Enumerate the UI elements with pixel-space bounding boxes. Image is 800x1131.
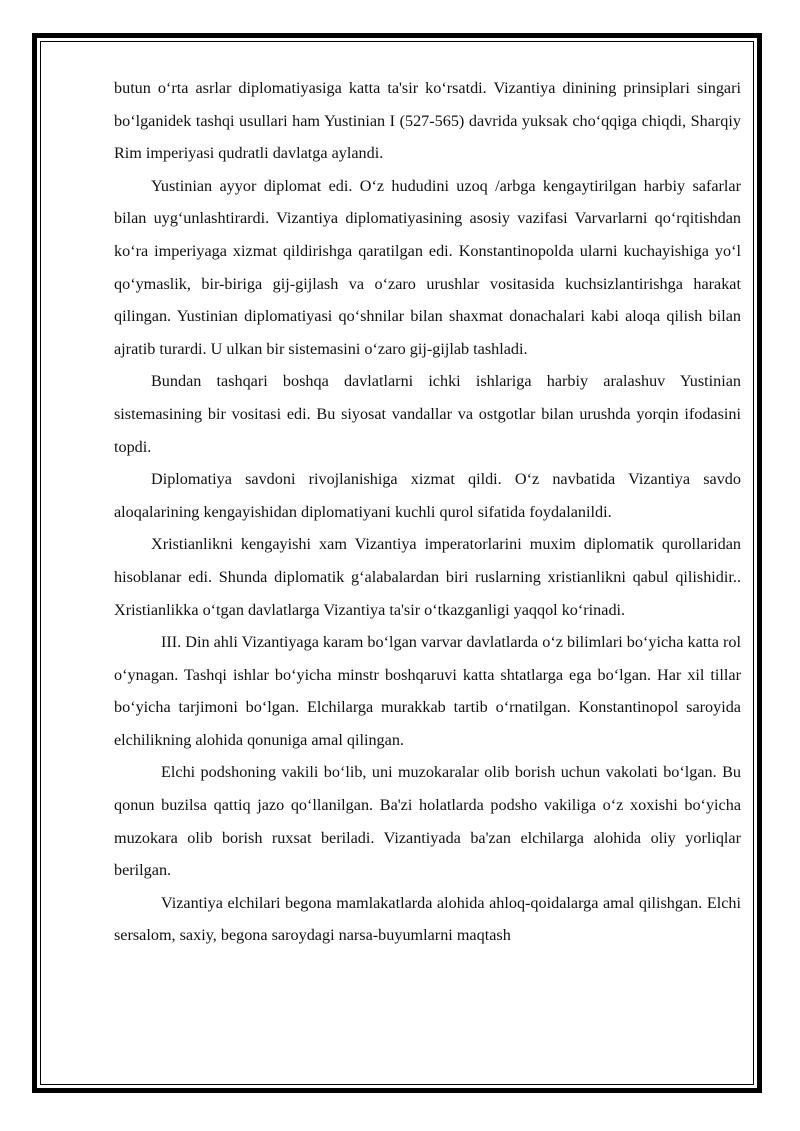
document-body	[114, 72, 741, 952]
paragraph: butun o‘rta asrlar diplomatiyasiga katta ta'sir ko‘rsatdi. Vizantiya dinining prinsiplari singari bo‘lganidek tashqi usullari ham Yustinian I (527-565) davrida yuksak cho‘qqiga chiqdi, Sharqiy Rim imperiyasi qudratli davlatga aylandi.	[114, 79, 741, 163]
paragraph: Elchi podshoning vakili bo‘lib, uni muzokaralar olib borish uchun vakolati bo‘lgan. Bu qonun buzilsa qattiq jazo qo‘llanilgan. Ba'zi holatlarda podsho vakiliga o‘z xoxishi bo‘yicha muzokara olib borish ruxsat beriladi. Vizantiyada ba'zan elchilarga alohida oliy yorliqlar berilgan.	[114, 763, 741, 880]
paragraph: III. Din ahli Vizantiyaga karam bo‘lgan varvar davlatlarda o‘z bilimlari bo‘yicha katta rol o‘ynagan. Tashqi ishlar bo‘yicha minstr boshqaruvi katta shtatlarga ega bo‘lgan. Har xil tillar bo‘yicha tarjimoni bo‘lgan. Elchilarga murakkab tartib o‘rnatilgan. Konstantinopol saroyida elchilikning alohida qonuniga amal qilingan.	[114, 633, 741, 749]
paragraph: Xristianlikni kengayishi xam Vizantiya imperatorlarini muxim diplomatik qurollaridan hisoblanar edi. Shunda diplomatik g‘alabalardan biri ruslarning xristianlikni qabul qilishidir.. Xristianlikka o‘tgan davlatlarga Vizantiya ta'sir o‘tkazganligi yaqqol ko‘rinadi.	[114, 535, 741, 619]
paragraph: Vizantiya elchilari begona mamlakatlarda alohida ahloq-qoidalarga amal qilishgan. Elchi sersalom, saxiy, begona saroydagi narsa-buyumlarni maqtash	[114, 893, 741, 945]
paragraph: Yustinian ayyor diplomat edi. O‘z hududini uzoq /arbga kengaytirilgan harbiy safarlar bilan uyg‘unlashtirardi. Vizantiya diplomatiyasining asosiy vazifasi Varvarlarni qo‘rqitishdan ko‘ra imperiyaga xizmat qildirishga qaratilgan edi. Konstantinopolda ularni kuchayishiga yo‘l qo‘ymaslik, bir-biriga gij-gijlash va o‘zaro urushlar vositasida kuchsizlantirishga harakat qilingan. Yustinian diplomatiyasi qo‘shnilar bilan shaxmat donachalari kabi aloqa qilish bilan ajratib turardi. U ulkan bir sistemasini o‘zaro gij-gijlab tashladi.	[114, 176, 741, 358]
paragraph: Diplomatiya savdoni rivojlanishiga xizmat qildi. O‘z navbatida Vizantiya savdo aloqalarining kengayishidan diplomatiyani kuchli qurol sifatida foydalanildi.	[114, 470, 741, 521]
paragraph: Bundan tashqari boshqa davlatlarni ichki ishlariga harbiy aralashuv Yustinian sistemasining bir vositasi edi. Bu siyosat vandallar va ostgotlar bilan urushda yorqin ifodasini topdi.	[114, 372, 741, 456]
